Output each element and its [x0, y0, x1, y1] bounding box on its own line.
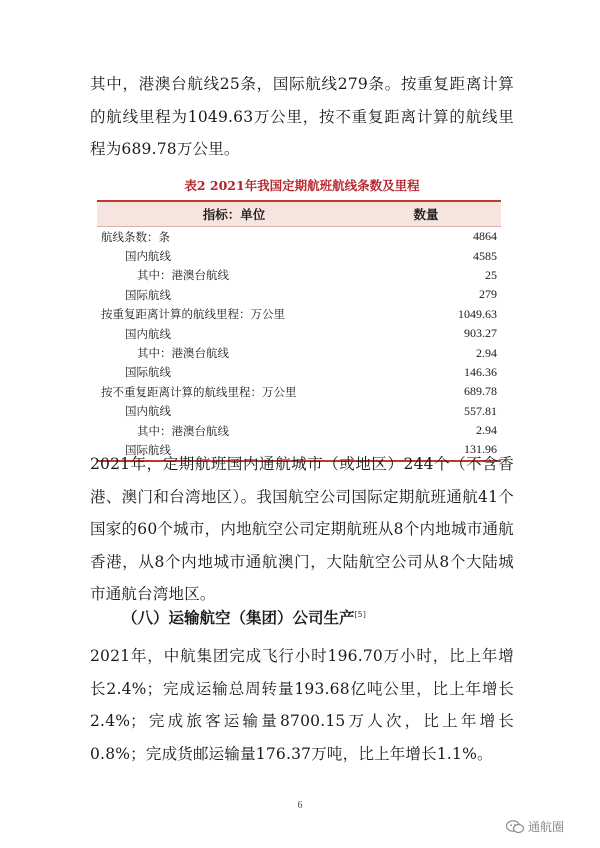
table-header	[97, 202, 501, 227]
table-row	[97, 421, 501, 440]
row-value: 557.81	[464, 403, 497, 418]
watermark	[506, 818, 564, 835]
table-row	[97, 382, 501, 401]
table-row	[97, 363, 501, 382]
paragraph-group-production: 2021年，中航集团完成飞行小时196.70万小时，比上年增长2.4%；完成运输总周转量193.68亿吨公里，比上年增长2.4%；完成旅客运输量8700.15万人次，比上年增长0.8%；完成货邮运输量176.37万吨，比上年增长1.1%。	[90, 647, 514, 763]
row-value: 2.94	[476, 423, 497, 438]
row-label: 国内航线	[125, 326, 171, 341]
table-row	[97, 227, 501, 246]
row-label: 其中：港澳台航线	[137, 268, 229, 283]
page-number: 6	[297, 800, 303, 811]
row-label: 国际航线	[125, 365, 171, 380]
row-value: 131.96	[464, 442, 497, 457]
row-label: 国际航线	[125, 287, 171, 302]
table-row	[97, 343, 501, 362]
row-label: 航线条数：条	[101, 229, 170, 244]
row-label: 其中：港澳台航线	[137, 346, 229, 361]
row-label: 国内航线	[125, 404, 171, 419]
row-label: 其中：港澳台航线	[137, 423, 229, 438]
route-table	[97, 200, 501, 462]
header-value: 数量	[413, 207, 439, 222]
row-value: 2.94	[476, 345, 497, 360]
table-row	[97, 285, 501, 304]
row-label: 国内航线	[125, 249, 171, 264]
paragraph-cities: 2021年，定期航班国内通航城市（或地区）244个（不含香港、澳门和台湾地区）。我国航空公司国际定期航班通航41个国家的60个城市，内地航空公司定期航班从8个内地城市通航香港，从8个内地城市通航澳门，大陆航空公司从8个大陆城市通航台湾地区。	[90, 455, 514, 603]
row-label: 按不重复距离计算的航线里程：万公里	[101, 384, 297, 399]
row-value: 25	[485, 267, 497, 282]
table-caption: 表2 2021年我国定期航班航线条数及里程	[184, 178, 420, 193]
row-value: 689.78	[464, 384, 497, 399]
table-row	[97, 246, 501, 265]
section-heading-text: （八）运输航空（集团）公司生产	[122, 609, 355, 627]
row-label: 按重复距离计算的航线里程：万公里	[101, 307, 285, 322]
watermark-text: 通航圈	[528, 820, 565, 834]
chat-bubble-icon	[506, 820, 524, 834]
row-value: 146.36	[464, 364, 497, 379]
table-row	[97, 266, 501, 285]
section-heading	[122, 606, 366, 628]
row-label: 国际航线	[125, 442, 171, 457]
row-value: 279	[479, 287, 497, 302]
row-value: 4585	[473, 248, 497, 263]
table-row	[97, 324, 501, 343]
paragraph-intro: 其中，港澳台航线25条，国际航线279条。按重复距离计算的航线里程为1049.63万公里，按不重复距离计算的航线里程为689.78万公里。	[90, 75, 514, 158]
header-indicator: 指标：单位	[202, 207, 266, 222]
table-row	[97, 402, 501, 421]
row-value: 1049.63	[458, 306, 497, 321]
table-row	[97, 305, 501, 324]
section-ref: [5]	[354, 609, 366, 619]
row-value: 903.27	[464, 326, 497, 341]
row-value: 4864	[473, 229, 497, 244]
